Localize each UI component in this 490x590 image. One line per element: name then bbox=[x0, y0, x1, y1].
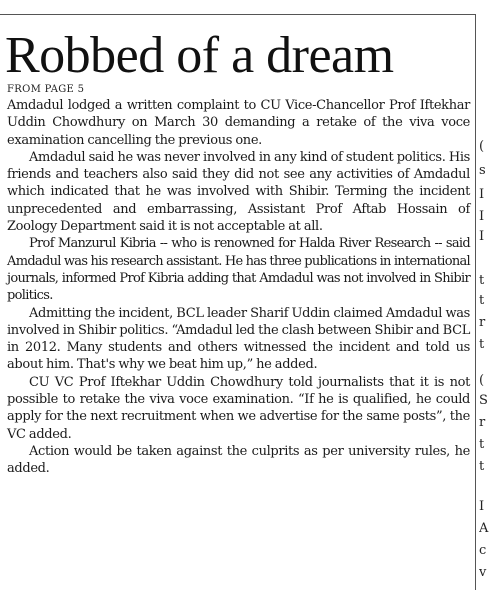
margin-letter: t bbox=[479, 437, 485, 452]
margin-letter: ( bbox=[479, 373, 485, 388]
margin-letter: t bbox=[479, 273, 485, 288]
jump-line: FROM PAGE 5 bbox=[7, 84, 85, 95]
margin-letter: v bbox=[479, 565, 487, 580]
paragraph: Amdadul lodged a written complaint to CU Vice-Chancellor Prof Iftekhar Uddin Chowdhury on March 30 demanding a retake of the viva voce examination cancelling the previous one. bbox=[7, 98, 470, 148]
margin-letter: c bbox=[479, 543, 487, 558]
margin-letter: r bbox=[479, 415, 486, 430]
margin-letter: S bbox=[479, 393, 488, 408]
margin-letter: t bbox=[479, 459, 485, 474]
adjacent-column-fragment bbox=[479, 22, 490, 590]
paragraph: Prof Manzurul Kibria -- who is renowned for Halda River Research -- said Amdadul was his research assistant. He has three publications in international journals, informed Prof Kibria adding that Amdadul was not involved in Shibir politics. bbox=[7, 236, 470, 304]
margin-letter: I bbox=[479, 187, 485, 202]
margin-letter: ( bbox=[479, 139, 485, 154]
article-body bbox=[7, 97, 470, 478]
top-rule bbox=[0, 14, 475, 15]
paragraph: Amdadul said he was never involved in any kind of student politics. His friends and teachers also said they did not see any activities of Amdadul which indicated that he was involved with Shibir. Terming the incident unprecedented and embarrassing, Assistant Prof Aftab Hossain of Zoology Department said it is not acceptable at all. bbox=[7, 149, 470, 235]
margin-letter: s bbox=[479, 163, 486, 178]
paragraph: Action would be taken against the culprits as per university rules, he added. bbox=[7, 443, 470, 477]
margin-letter: I bbox=[479, 499, 485, 514]
margin-letter: t bbox=[479, 293, 485, 308]
margin-letter: I bbox=[479, 229, 485, 244]
paragraph: CU VC Prof Iftekhar Uddin Chowdhury told journalists that it is not possible to retake the viva voce examination. “If he is qualified, he could apply for the next recruitment when we advertise for the same posts”, the VC added. bbox=[7, 374, 470, 442]
headline: Robbed of a dream bbox=[5, 27, 394, 84]
column-divider bbox=[475, 14, 476, 590]
margin-letter: r bbox=[479, 315, 486, 330]
paragraph: Admitting the incident, BCL leader Sharif Uddin claimed Amdadul was involved in Shibir politics. “Amdadul led the clash between Shibir and BCL in 2012. Many students and others witnessed the incident and told us about him. That's why we beat him up,” he added. bbox=[7, 305, 470, 373]
margin-letter: A bbox=[479, 521, 489, 536]
margin-letter: I bbox=[479, 209, 485, 224]
margin-letter: t bbox=[479, 337, 485, 352]
